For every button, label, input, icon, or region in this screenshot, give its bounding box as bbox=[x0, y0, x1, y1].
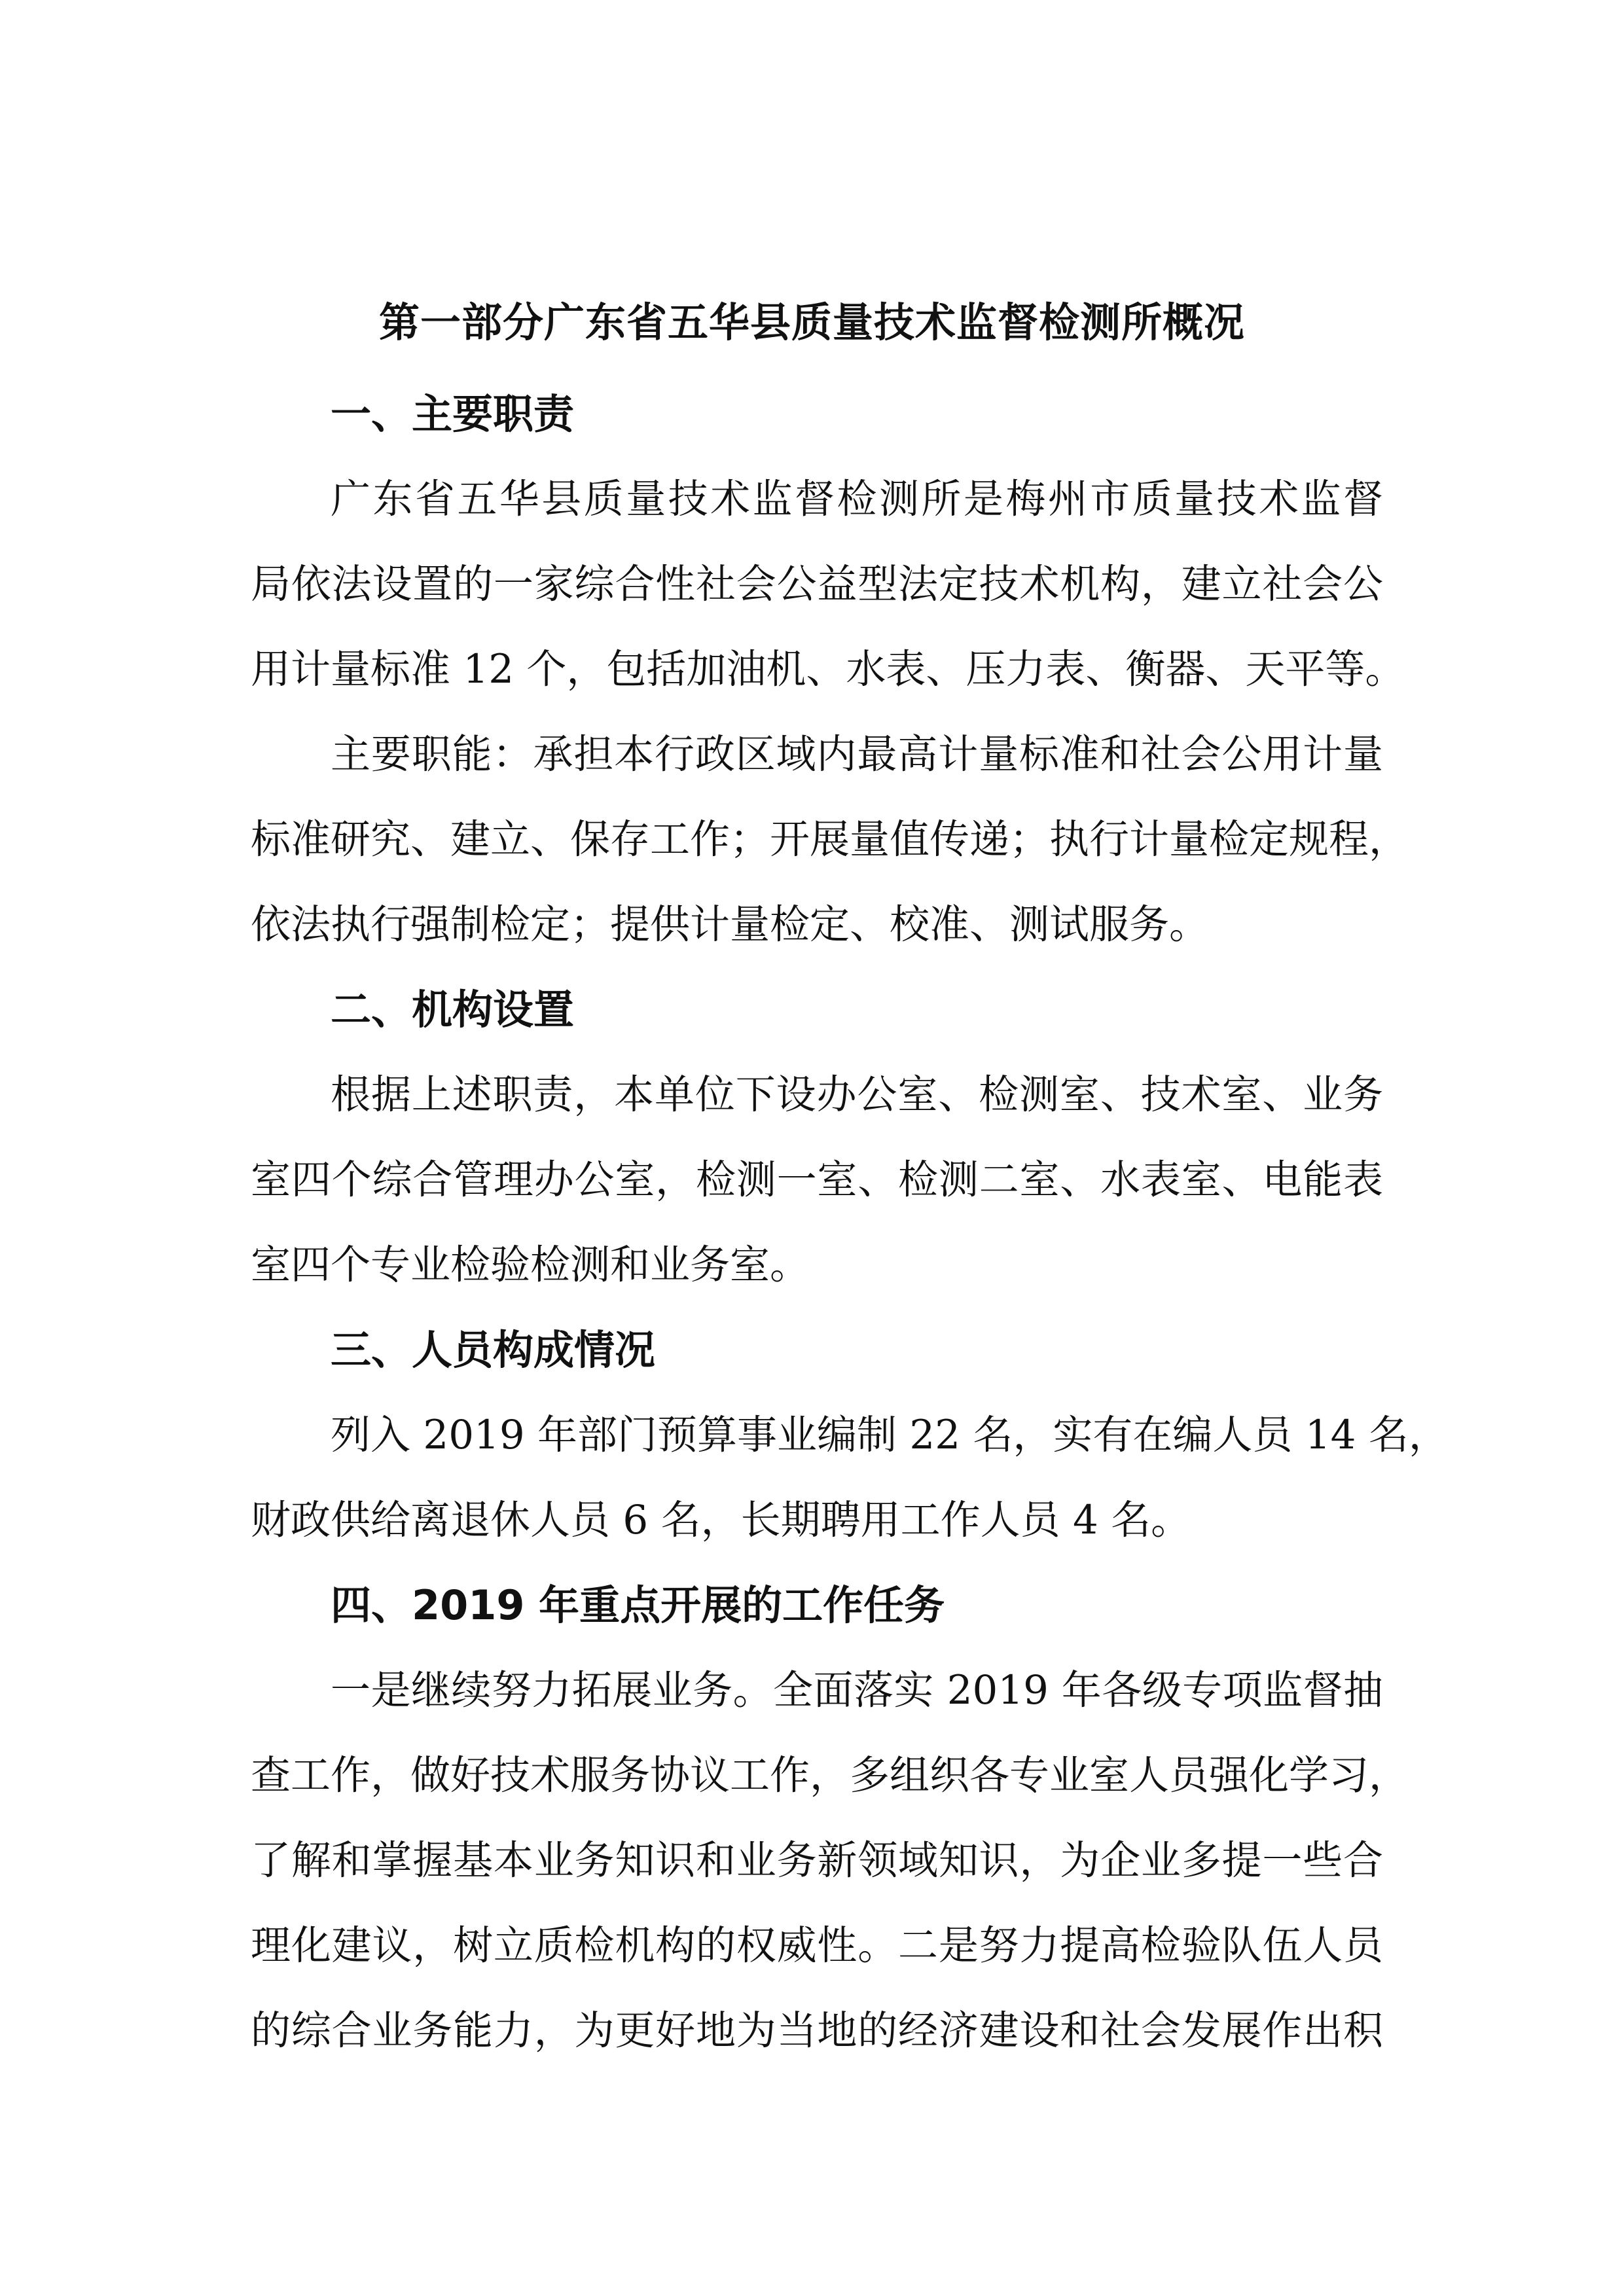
paragraph-line: 室四个专业检验检测和业务室。 bbox=[251, 1242, 810, 1288]
paragraph-line: 一是继续努力拓展业务。全面落实 2019 年各级专项监督抽 bbox=[331, 1667, 1383, 1713]
paragraph-line: 根据上述职责，本单位下设办公室、检测室、技术室、业务 bbox=[331, 1071, 1383, 1118]
section-heading-staff: 三、人员构成情况 bbox=[331, 1326, 656, 1374]
paragraph-line: 主要职能：承担本行政区域内最高计量标准和社会公用计量 bbox=[331, 731, 1383, 778]
paragraph-line: 了解和掌握基本业务知识和业务新领域知识，为企业多提一些合 bbox=[251, 1837, 1383, 1884]
section-heading-tasks: 四、2019 年重点开展的工作任务 bbox=[331, 1581, 945, 1629]
paragraph-line: 列入 2019 年部门预算事业编制 22 名，实有在编人员 14 名， bbox=[331, 1412, 1449, 1458]
paragraph-line: 查工作，做好技术服务协议工作，多组织各专业室人员强化学习， bbox=[251, 1752, 1409, 1799]
paragraph-line: 局依法设置的一家综合性社会公益型法定技术机构，建立社会公 bbox=[251, 561, 1383, 607]
paragraph-line: 依法执行强制检定；提供计量检定、校准、测试服务。 bbox=[251, 901, 1210, 948]
section-heading-organization: 二、机构设置 bbox=[331, 986, 575, 1033]
paragraph-line: 广东省五华县质量技术监督检测所是梅州市质量技术监督 bbox=[331, 476, 1383, 522]
paragraph-line: 标准研究、建立、保存工作；开展量值传递；执行计量检定规程， bbox=[251, 816, 1409, 863]
section-heading-duties: 一、主要职责 bbox=[331, 390, 575, 438]
paragraph-line: 用计量标准 12 个，包括加油机、水表、压力表、衡器、天平等。 bbox=[251, 646, 1405, 692]
paragraph-line: 财政供给离退休人员 6 名，长期聘用工作人员 4 名。 bbox=[251, 1497, 1191, 1543]
paragraph-line: 室四个综合管理办公室，检测一室、检测二室、水表室、电能表 bbox=[251, 1157, 1383, 1203]
paragraph-line: 的综合业务能力，为更好地为当地的经济建设和社会发展作出积 bbox=[251, 2007, 1383, 2054]
document-title: 第一部分广东省五华县质量技术监督检测所概况 bbox=[378, 298, 1245, 346]
paragraph-line: 理化建议，树立质检机构的权威性。二是努力提高检验队伍人员 bbox=[251, 1922, 1383, 1969]
